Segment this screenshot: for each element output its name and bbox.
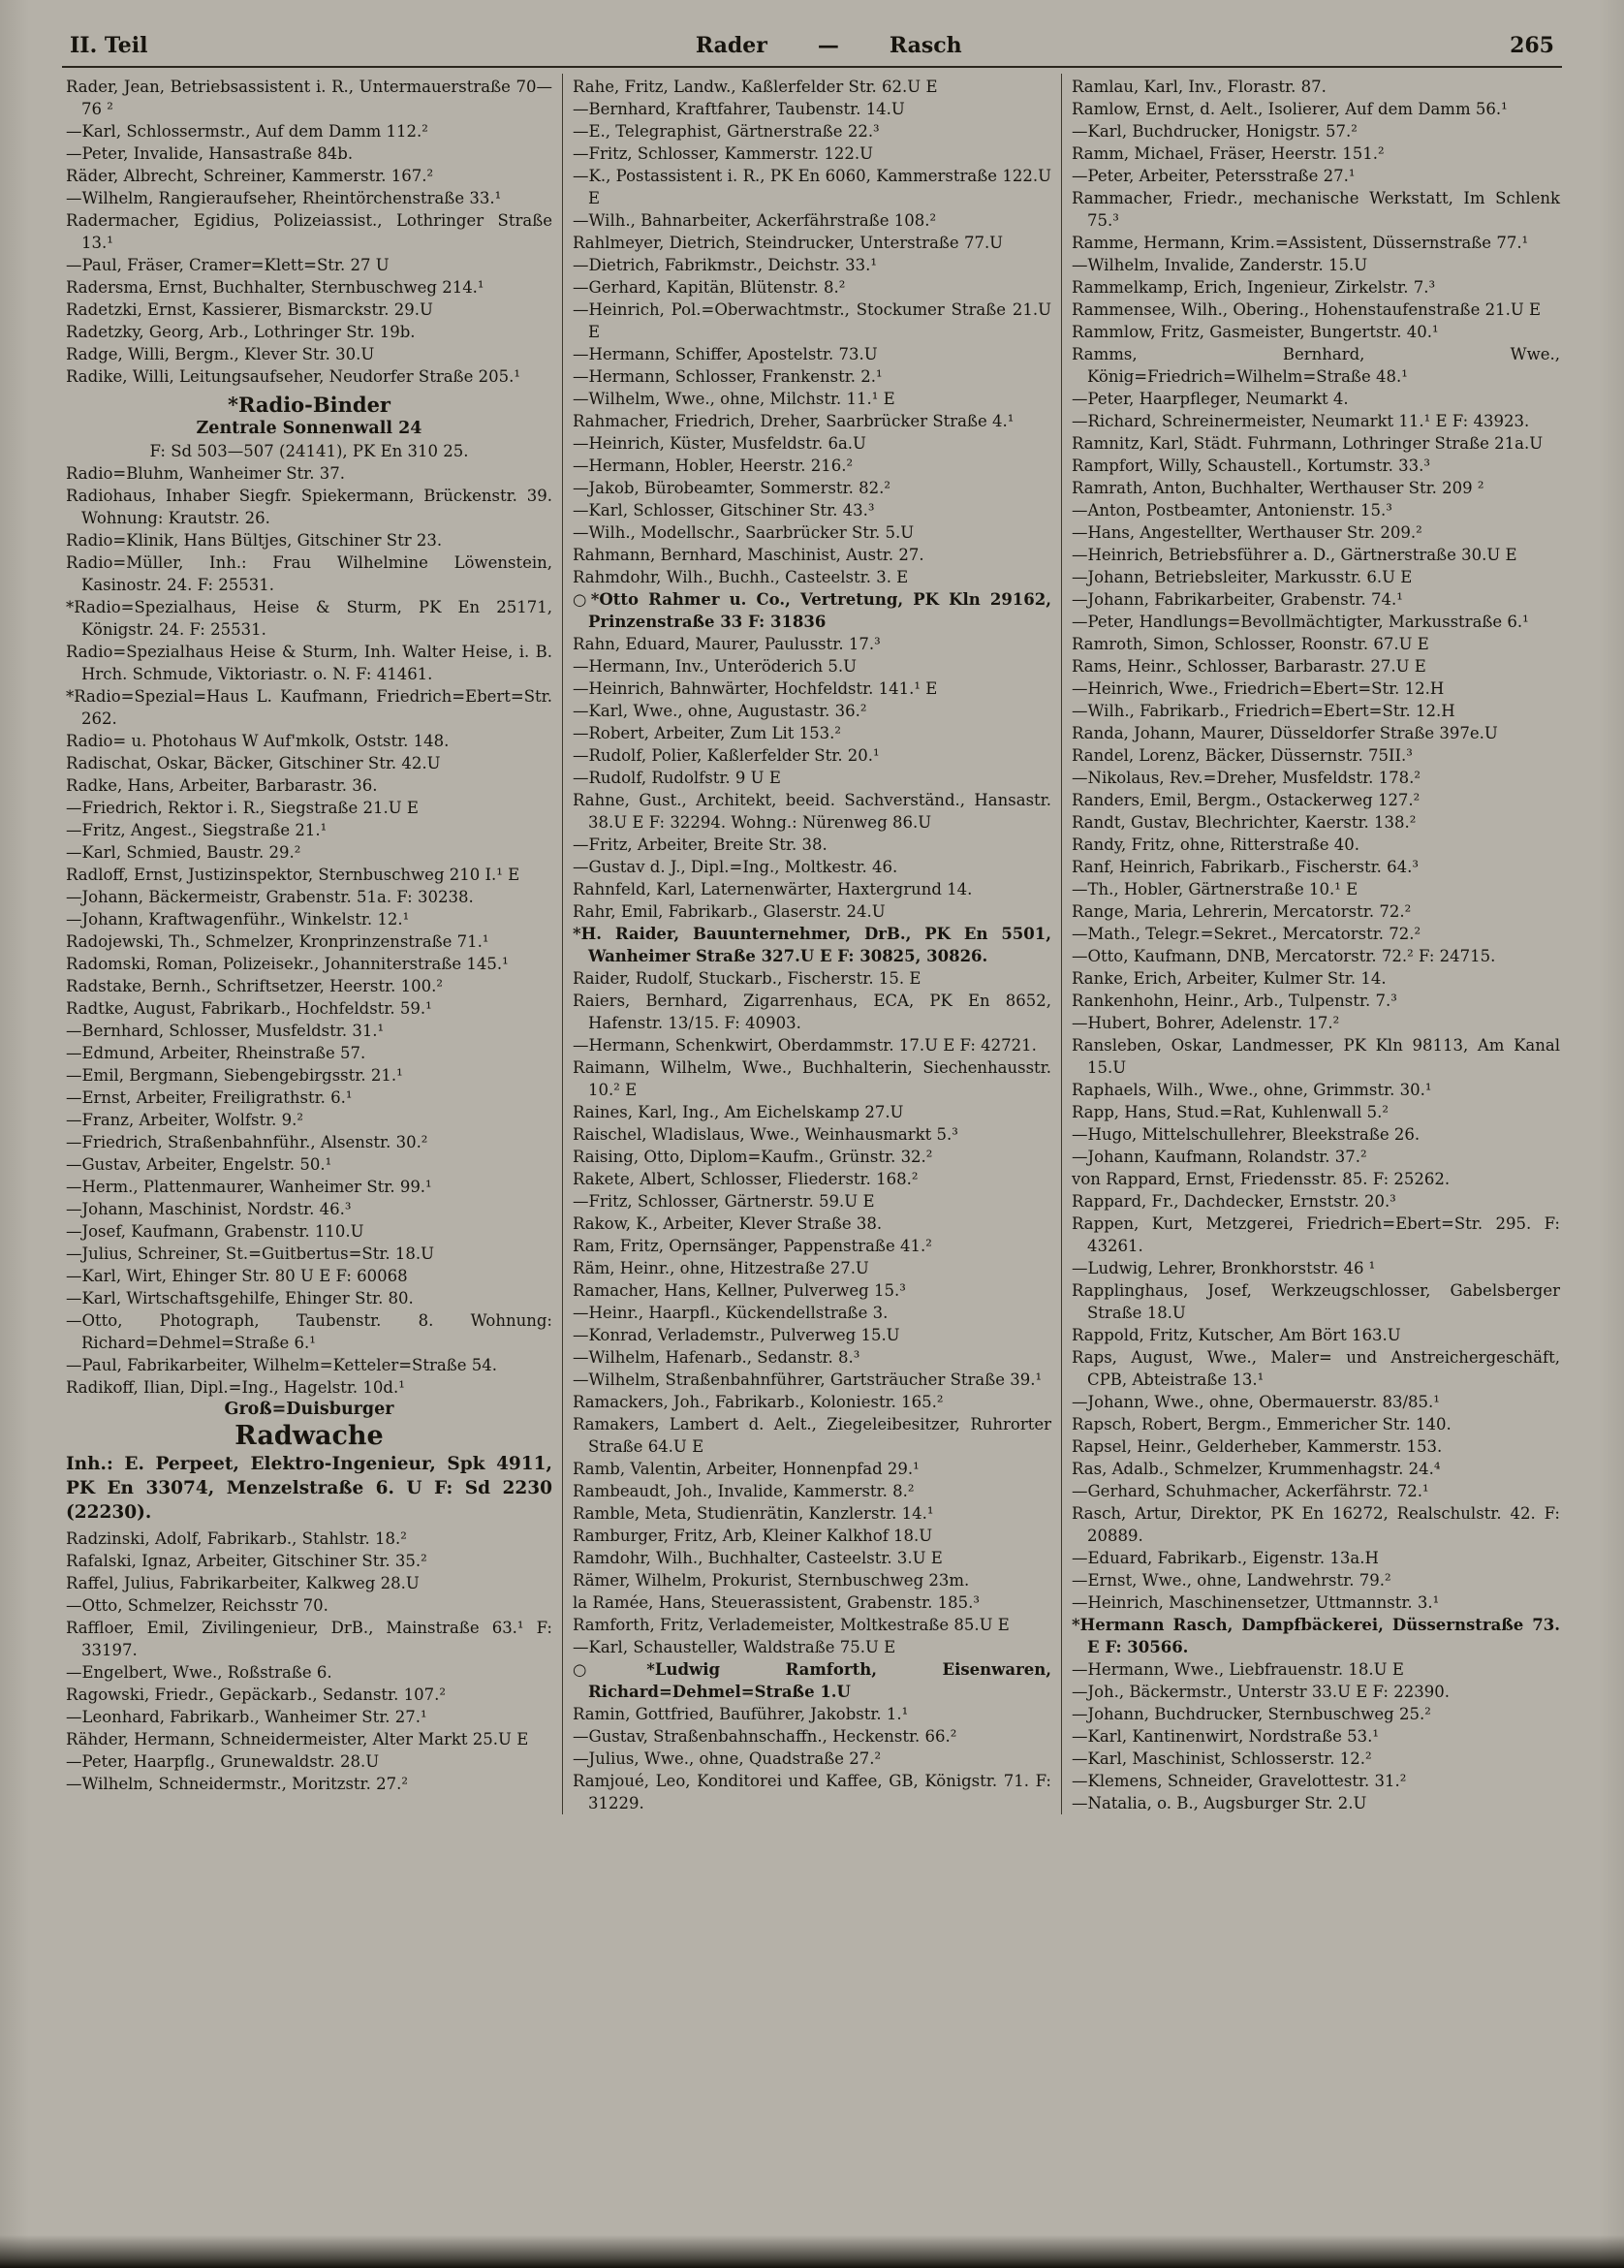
directory-entry: —Robert, Arbeiter, Zum Lit 153.² bbox=[573, 724, 842, 742]
directory-entry: ○*Ludwig Ramforth, Eisenwaren, Richard=Dehmel=Straße 1.U bbox=[573, 1660, 1051, 1701]
directory-entry: Zentrale Sonnenwall 24 bbox=[196, 419, 422, 438]
directory-entry: Radio=Spezialhaus Heise & Sturm, Inh. Walter Heise, i. B. Hrch. Schmude, Viktoriastr. o. N. F: 41461. bbox=[66, 643, 552, 683]
directory-entry: Räm, Heinr., ohne, Hitzestraße 27.U bbox=[573, 1259, 869, 1277]
directory-entry: —Johann, Kraftwagenführ., Winkelstr. 12.¹ bbox=[66, 910, 410, 929]
directory-entry: —Joh., Bäckermstr., Unterstr 33.U E F: 22390. bbox=[1072, 1683, 1450, 1701]
directory-entry: —Heinrich, Wwe., Friedrich=Ebert=Str. 12.H bbox=[1072, 679, 1445, 698]
directory-entry: *Radio=Spezialhaus, Heise & Sturm, PK En 25171, Königstr. 24. F: 25531. bbox=[66, 598, 552, 639]
column-1 bbox=[62, 74, 562, 1814]
directory-entry: *H. Raider, Bauunternehmer, DrB., PK En 5501, Wanheimer Straße 327.U E F: 30825, 30826. bbox=[573, 925, 1051, 965]
directory-entry: Radischat, Oskar, Bäcker, Gitschiner Str. 42.U bbox=[66, 754, 441, 772]
directory-entry: —Hermann, Schenkwirt, Oberdammstr. 17.U E F: 42721. bbox=[573, 1036, 1037, 1055]
directory-entry: Rahnfeld, Karl, Laternenwärter, Haxtergrund 14. bbox=[573, 880, 973, 898]
directory-entry: —Herm., Plattenmaurer, Wanheimer Str. 99.¹ bbox=[66, 1178, 432, 1196]
directory-entry: Ramdohr, Wilh., Buchhalter, Casteelstr. 3.U E bbox=[573, 1549, 943, 1567]
directory-entry: —Johann, Bäckermeistr, Grabenstr. 51a. F: 30238. bbox=[66, 888, 474, 906]
directory-entry: Rakete, Albert, Schlosser, Fliederstr. 168.² bbox=[573, 1170, 919, 1188]
directory-entry: —Karl, Buchdrucker, Honigstr. 57.² bbox=[1072, 122, 1358, 141]
directory-entry: —Wilh., Fabrikarb., Friedrich=Ebert=Str. 12.H bbox=[1072, 702, 1455, 720]
directory-entry: Ramble, Meta, Studienrätin, Kanzlerstr. 14.¹ bbox=[573, 1504, 934, 1523]
directory-entry: Ram, Fritz, Opernsänger, Pappenstraße 41.² bbox=[573, 1237, 932, 1255]
directory-entry: Ramakers, Lambert d. Aelt., Ziegeleibesitzer, Ruhrorter Straße 64.U E bbox=[573, 1415, 1051, 1456]
directory-entry: Ramburger, Fritz, Arb, Kleiner Kalkhof 18.U bbox=[573, 1527, 933, 1545]
directory-entry: —Otto, Schmelzer, Reichsstr 70. bbox=[66, 1596, 328, 1615]
directory-entry: Rampfort, Willy, Schaustell., Kortumstr. 33.³ bbox=[1072, 457, 1430, 475]
directory-entry: —Johann, Kaufmann, Rolandstr. 37.² bbox=[1072, 1148, 1367, 1166]
directory-entry: —Karl, Schausteller, Waldstraße 75.U E bbox=[573, 1638, 896, 1656]
directory-entry: —Emil, Bergmann, Siebengebirgsstr. 21.¹ bbox=[66, 1066, 403, 1085]
directory-entry: Rappen, Kurt, Metzgerei, Friedrich=Ebert=Str. 295. F: 43261. bbox=[1072, 1214, 1560, 1255]
directory-entry: Raines, Karl, Ing., Am Eichelskamp 27.U bbox=[573, 1103, 904, 1121]
directory-entry: Rähder, Hermann, Schneidermeister, Alter Markt 25.U E bbox=[66, 1730, 529, 1748]
directory-entry: —Wilh., Bahnarbeiter, Ackerfährstraße 108.² bbox=[573, 211, 937, 230]
directory-entry: Rapsel, Heinr., Gelderheber, Kammerstr. 153. bbox=[1072, 1437, 1443, 1456]
directory-entry: —Th., Hobler, Gärtnerstraße 10.¹ E bbox=[1072, 880, 1359, 898]
directory-entry: —Nikolaus, Rev.=Dreher, Musfeldstr. 178.² bbox=[1072, 769, 1421, 787]
directory-entry: Radio= u. Photohaus W Auf'mkolk, Oststr. 148. bbox=[66, 732, 450, 750]
directory-entry: Rahn, Eduard, Maurer, Paulusstr. 17.³ bbox=[573, 635, 881, 653]
directory-entry: Rams, Heinr., Schlosser, Barbarastr. 27.U E bbox=[1072, 657, 1426, 676]
directory-entry: Rahne, Gust., Architekt, beeid. Sachverständ., Hansastr. 38.U E F: 32294. Wohng.: Nürenweg 86.U bbox=[573, 791, 1051, 832]
directory-entry: —Paul, Fabrikarbeiter, Wilhelm=Ketteler=Straße 54. bbox=[66, 1356, 497, 1374]
directory-entry: Radke, Hans, Arbeiter, Barbarastr. 36. bbox=[66, 776, 378, 795]
directory-entry: —Edmund, Arbeiter, Rheinstraße 57. bbox=[66, 1044, 366, 1062]
directory-entry: —Karl, Wwe., ohne, Augustastr. 36.² bbox=[573, 702, 867, 720]
column-2 bbox=[562, 74, 1062, 1814]
directory-entry: Radikoff, Ilian, Dipl.=Ing., Hagelstr. 10d.¹ bbox=[66, 1378, 405, 1397]
directory-entry: —Math., Telegr.=Sekret., Mercatorstr. 72.² bbox=[1072, 925, 1421, 943]
directory-entry: Radwache bbox=[234, 1421, 384, 1451]
directory-entry: —Konrad, Verlademstr., Pulverweg 15.U bbox=[573, 1326, 900, 1344]
directory-entry: Rammlow, Fritz, Gasmeister, Bungertstr. 40.¹ bbox=[1072, 323, 1439, 341]
directory-entry: Radio=Müller, Inh.: Frau Wilhelmine Löwenstein, Kasinostr. 24. F: 25531. bbox=[66, 553, 552, 594]
directory-entry: Rahmacher, Friedrich, Dreher, Saarbrücker Straße 4.¹ bbox=[573, 412, 1015, 430]
directory-entry: Rahmdohr, Wilh., Buchh., Casteelstr. 3. E bbox=[573, 568, 909, 586]
directory-entry: Ramackers, Joh., Fabrikarb., Koloniestr. 165.² bbox=[573, 1393, 944, 1411]
directory-entry: Ragowski, Friedr., Gepäckarb., Sedanstr. 107.² bbox=[66, 1685, 446, 1704]
directory-entry: —Hermann, Schlosser, Frankenstr. 2.¹ bbox=[573, 367, 883, 386]
directory-entry: —Ernst, Wwe., ohne, Landwehrstr. 79.² bbox=[1072, 1571, 1391, 1590]
directory-entry: Ramacher, Hans, Kellner, Pulverweg 15.³ bbox=[573, 1281, 906, 1300]
directory-entry: —Heinrich, Küster, Musfeldstr. 6a.U bbox=[573, 434, 866, 453]
directory-entry: —Rudolf, Rudolfstr. 9 U E bbox=[573, 769, 781, 787]
directory-entry: —Fritz, Schlosser, Kammerstr. 122.U bbox=[573, 144, 873, 163]
directory-entry: —Hans, Angestellter, Werthauser Str. 209.² bbox=[1072, 523, 1422, 542]
scan-bottom-shadow bbox=[0, 2235, 1624, 2268]
directory-entry: Randa, Johann, Maurer, Düsseldorfer Straße 397e.U bbox=[1072, 724, 1498, 742]
directory-entry: Rapplinghaus, Josef, Werkzeugschlosser, Gabelsberger Straße 18.U bbox=[1072, 1281, 1560, 1322]
directory-entry: Ramm, Michael, Fräser, Heerstr. 151.² bbox=[1072, 144, 1385, 163]
directory-entry: —Karl, Schmied, Baustr. 29.² bbox=[66, 843, 301, 862]
page-number: 265 bbox=[1510, 33, 1554, 58]
directory-entry: —Heinrich, Pol.=Oberwachtmstr., Stockumer Straße 21.U E bbox=[573, 300, 1051, 341]
directory-entry: Raischel, Wladislaus, Wwe., Weinhausmarkt 5.³ bbox=[573, 1125, 958, 1144]
directory-entry: Rankenhohn, Heinr., Arb., Tulpenstr. 7.³ bbox=[1072, 992, 1397, 1010]
directory-entry: —Wilhelm, Schneidermstr., Moritzstr. 27.² bbox=[66, 1775, 408, 1793]
directory-entry: —Anton, Postbeamter, Antonienstr. 15.³ bbox=[1072, 501, 1392, 520]
directory-entry: Ramforth, Fritz, Verlademeister, Moltkestraße 85.U E bbox=[573, 1616, 1010, 1634]
directory-entry: —Heinrich, Bahnwärter, Hochfeldstr. 141.¹ E bbox=[573, 679, 938, 698]
directory-entry: Ramlow, Ernst, d. Aelt., Isolierer, Auf dem Damm 56.¹ bbox=[1072, 100, 1508, 118]
directory-entry: Rammensee, Wilh., Obering., Hohenstaufenstraße 21.U E bbox=[1072, 300, 1542, 319]
page-title-dash: — bbox=[817, 33, 839, 58]
directory-entry: —Gustav d. J., Dipl.=Ing., Moltkestr. 46. bbox=[573, 858, 898, 876]
directory-entry: —Karl, Kantinenwirt, Nordstraße 53.¹ bbox=[1072, 1727, 1379, 1746]
directory-entry: —Ludwig, Lehrer, Bronkhorststr. 46 ¹ bbox=[1072, 1259, 1376, 1277]
directory-entry: Rapsch, Robert, Bergm., Emmericher Str. 140. bbox=[1072, 1415, 1452, 1433]
directory-entry: —Peter, Haarpfleger, Neumarkt 4. bbox=[1072, 390, 1349, 408]
directory-entry: Raider, Rudolf, Stuckarb., Fischerstr. 15. E bbox=[573, 969, 921, 988]
directory-entry: Raffloer, Emil, Zivilingenieur, DrB., Mainstraße 63.¹ F: 33197. bbox=[66, 1619, 552, 1659]
directory-entry: Ramlau, Karl, Inv., Florastr. 87. bbox=[1072, 78, 1327, 96]
directory-entry: Rahe, Fritz, Landw., Kaßlerfelder Str. 62.U E bbox=[573, 78, 938, 96]
directory-entry: —K., Postassistent i. R., PK En 6060, Kammerstraße 122.U E bbox=[573, 167, 1051, 207]
directory-entry: —Johann, Betriebsleiter, Markusstr. 6.U E bbox=[1072, 568, 1413, 586]
column-3 bbox=[1062, 74, 1562, 1814]
directory-entry: —Peter, Invalide, Hansastraße 84b. bbox=[66, 144, 354, 163]
directory-entry: Radzinski, Adolf, Fabrikarb., Stahlstr. 18.² bbox=[66, 1529, 407, 1548]
directory-entry: —Franz, Arbeiter, Wolfstr. 9.² bbox=[66, 1111, 304, 1129]
directory-entry: —Hugo, Mittelschullehrer, Bleekstraße 26. bbox=[1072, 1125, 1421, 1144]
directory-entry: —Julius, Wwe., ohne, Quadstraße 27.² bbox=[573, 1749, 882, 1768]
directory-entry: *Radio=Spezial=Haus L. Kaufmann, Friedrich=Ebert=Str. 262. bbox=[66, 687, 552, 728]
directory-entry: —Karl, Schlosser, Gitschiner Str. 43.³ bbox=[573, 501, 875, 520]
directory-entry: —Wilhelm, Invalide, Zanderstr. 15.U bbox=[1072, 256, 1368, 274]
directory-entry: Ranke, Erich, Arbeiter, Kulmer Str. 14. bbox=[1072, 969, 1387, 988]
directory-columns bbox=[62, 74, 1562, 1814]
directory-entry: —Hermann, Inv., Unteröderich 5.U bbox=[573, 657, 858, 676]
directory-entry: Rahr, Emil, Fabrikarb., Glaserstr. 24.U bbox=[573, 902, 886, 921]
directory-entry: Rader, Jean, Betriebsassistent i. R., Untermauerstraße 70—76 ² bbox=[66, 78, 552, 118]
directory-entry: Rambeaudt, Joh., Invalide, Kammerstr. 8.² bbox=[573, 1482, 915, 1500]
directory-entry: la Ramée, Hans, Steuerassistent, Grabenstr. 185.³ bbox=[573, 1593, 980, 1612]
directory-entry: Ramroth, Simon, Schlosser, Roonstr. 67.U E bbox=[1072, 635, 1429, 653]
directory-entry: —Fritz, Arbeiter, Breite Str. 38. bbox=[573, 835, 828, 854]
directory-entry: Ramjoué, Leo, Konditorei und Kaffee, GB, Königstr. 71. F: 31229. bbox=[573, 1772, 1051, 1812]
directory-entry: —Wilhelm, Straßenbahnführer, Gartsträucher Straße 39.¹ bbox=[573, 1370, 1043, 1389]
directory-entry: Raphaels, Wilh., Wwe., ohne, Grimmstr. 30.¹ bbox=[1072, 1081, 1432, 1099]
directory-entry: —Hermann, Hobler, Heerstr. 216.² bbox=[573, 457, 854, 475]
directory-entry: *Hermann Rasch, Dampfbäckerei, Düssernstraße 73. E F: 30566. bbox=[1072, 1616, 1560, 1656]
directory-entry: Ramrath, Anton, Buchhalter, Werthauser Str. 209 ² bbox=[1072, 479, 1484, 497]
directory-entry: —E., Telegraphist, Gärtnerstraße 22.³ bbox=[573, 122, 880, 141]
directory-entry: —Paul, Fräser, Cramer=Klett=Str. 27 U bbox=[66, 256, 390, 274]
page-title-right: Rasch bbox=[889, 33, 962, 58]
directory-entry: —Friedrich, Rektor i. R., Siegstraße 21.U E bbox=[66, 799, 419, 817]
directory-entry: *Radio-Binder bbox=[227, 393, 390, 417]
directory-entry: Ramb, Valentin, Arbeiter, Honnenpfad 29.¹ bbox=[573, 1460, 920, 1478]
directory-entry: Radersma, Ernst, Buchhalter, Sternbuschweg 214.¹ bbox=[66, 278, 484, 297]
directory-entry: —Heinrich, Maschinensetzer, Uttmannstr. 3.¹ bbox=[1072, 1593, 1440, 1612]
directory-entry: von Rappard, Ernst, Friedensstr. 85. F: 25262. bbox=[1072, 1170, 1451, 1188]
directory-entry: —Johann, Maschinist, Nordstr. 46.³ bbox=[66, 1200, 352, 1218]
directory-entry: Radge, Willi, Bergm., Klever Str. 30.U bbox=[66, 345, 375, 363]
directory-entry: —Leonhard, Fabrikarb., Wanheimer Str. 27.¹ bbox=[66, 1708, 427, 1726]
directory-entry: —Johann, Wwe., ohne, Obermauerstr. 83/85.¹ bbox=[1072, 1393, 1440, 1411]
directory-entry: —Rudolf, Polier, Kaßlerfelder Str. 20.¹ bbox=[573, 746, 880, 765]
directory-entry: —Karl, Wirtschaftsgehilfe, Ehinger Str. 80. bbox=[66, 1289, 414, 1307]
directory-entry: —Karl, Wirt, Ehinger Str. 80 U E F: 60068 bbox=[66, 1267, 408, 1285]
directory-entry: —Johann, Buchdrucker, Sternbuschweg 25.² bbox=[1072, 1705, 1431, 1723]
directory-entry: —Klemens, Schneider, Gravelottestr. 31.² bbox=[1072, 1772, 1407, 1790]
directory-entry: —Wilhelm, Hafenarb., Sedanstr. 8.³ bbox=[573, 1348, 860, 1367]
page-header bbox=[62, 33, 1562, 68]
directory-entry: —Johann, Fabrikarbeiter, Grabenstr. 74.¹ bbox=[1072, 590, 1403, 609]
directory-entry: Rahlmeyer, Dietrich, Steindrucker, Unterstraße 77.U bbox=[573, 234, 1004, 252]
directory-entry: Rapp, Hans, Stud.=Rat, Kuhlenwall 5.² bbox=[1072, 1103, 1390, 1121]
directory-entry: Radstake, Bernh., Schriftsetzer, Heerstr. 100.² bbox=[66, 977, 443, 995]
directory-entry: —Karl, Maschinist, Schlosserstr. 12.² bbox=[1072, 1749, 1372, 1768]
directory-entry: Range, Maria, Lehrerin, Mercatorstr. 72.² bbox=[1072, 902, 1412, 921]
directory-entry: Radio=Klinik, Hans Bültjes, Gitschiner Str 23. bbox=[66, 531, 443, 550]
directory-entry: Radojewski, Th., Schmelzer, Kronprinzenstraße 71.¹ bbox=[66, 932, 489, 951]
directory-entry: —Bernhard, Kraftfahrer, Taubenstr. 14.U bbox=[573, 100, 905, 118]
page-title-left: Rader bbox=[695, 33, 767, 58]
directory-entry: Radermacher, Egidius, Polizeiassist., Lothringer Straße 13.¹ bbox=[66, 211, 552, 252]
directory-entry: Randy, Fritz, ohne, Ritterstraße 40. bbox=[1072, 835, 1360, 854]
directory-entry: —Otto, Kaufmann, DNB, Mercatorstr. 72.² F: 24715. bbox=[1072, 947, 1496, 965]
directory-entry: —Jakob, Bürobeamter, Sommerstr. 82.² bbox=[573, 479, 890, 497]
directory-entry: Raising, Otto, Diplom=Kaufm., Grünstr. 32.² bbox=[573, 1148, 933, 1166]
directory-entry: Rammelkamp, Erich, Ingenieur, Zirkelstr. 7.³ bbox=[1072, 278, 1436, 297]
directory-entry: —Josef, Kaufmann, Grabenstr. 110.U bbox=[66, 1222, 364, 1241]
directory-entry: —Wilh., Modellschr., Saarbrücker Str. 5.U bbox=[573, 523, 915, 542]
directory-entry: Rammacher, Friedr., mechanische Werkstatt, Im Schlenk 75.³ bbox=[1072, 189, 1560, 230]
directory-entry: Raffel, Julius, Fabrikarbeiter, Kalkweg 28.U bbox=[66, 1574, 420, 1592]
directory-entry: Ransleben, Oskar, Landmesser, PK Kln 98113, Am Kanal 15.U bbox=[1072, 1036, 1560, 1077]
directory-entry: Randers, Emil, Bergm., Ostackerweg 127.² bbox=[1072, 791, 1421, 809]
directory-entry: Ramnitz, Karl, Städt. Fuhrmann, Lothringer Straße 21a.U bbox=[1072, 434, 1544, 453]
directory-entry: Radike, Willi, Leitungsaufseher, Neudorfer Straße 205.¹ bbox=[66, 367, 520, 386]
directory-entry: —Hermann, Wwe., Liebfrauenstr. 18.U E bbox=[1072, 1660, 1404, 1679]
directory-entry: —Wilhelm, Rangieraufseher, Rheintörchenstraße 33.¹ bbox=[66, 189, 502, 207]
section-label: II. Teil bbox=[70, 33, 148, 58]
directory-entry: —Heinrich, Betriebsführer a. D., Gärtnerstraße 30.U E bbox=[1072, 546, 1517, 564]
directory-entry: —Wilhelm, Wwe., ohne, Milchstr. 11.¹ E bbox=[573, 390, 895, 408]
directory-entry: —Dietrich, Fabrikmstr., Deichstr. 33.¹ bbox=[573, 256, 878, 274]
directory-entry: Randt, Gustav, Blechrichter, Kaerstr. 138.² bbox=[1072, 813, 1417, 832]
directory-entry: —Gerhard, Schuhmacher, Ackerfährstr. 72.¹ bbox=[1072, 1482, 1429, 1500]
directory-entry: —Peter, Handlungs=Bevollmächtigter, Markusstraße 6.¹ bbox=[1072, 613, 1529, 631]
directory-entry: Raiers, Bernhard, Zigarrenhaus, ECA, PK En 8652, Hafenstr. 13/15. F: 40903. bbox=[573, 992, 1051, 1032]
directory-entry: —Fritz, Schlosser, Gärtnerstr. 59.U E bbox=[573, 1192, 875, 1211]
directory-entry: —Engelbert, Wwe., Roßstraße 6. bbox=[66, 1663, 332, 1682]
directory-entry: —Hermann, Schiffer, Apostelstr. 73.U bbox=[573, 345, 878, 363]
directory-entry: —Richard, Schreinermeister, Neumarkt 11.¹ E F: 43923. bbox=[1072, 412, 1530, 430]
directory-entry: Rappard, Fr., Dachdecker, Ernststr. 20.³ bbox=[1072, 1192, 1396, 1211]
directory-entry: —Bernhard, Schlosser, Musfeldstr. 31.¹ bbox=[66, 1022, 385, 1040]
directory-entry: F: Sd 503—507 (24141), PK En 310 25. bbox=[149, 442, 469, 460]
directory-entry: Rafalski, Ignaz, Arbeiter, Gitschiner Str. 35.² bbox=[66, 1552, 427, 1570]
directory-entry: Radetzky, Georg, Arb., Lothringer Str. 19b. bbox=[66, 323, 416, 341]
directory-entry: Ramin, Gottfried, Bauführer, Jakobstr. 1.¹ bbox=[573, 1705, 909, 1723]
directory-entry: —Heinr., Haarpfl., Kückendellstraße 3. bbox=[573, 1304, 889, 1322]
page-title bbox=[671, 33, 987, 58]
directory-entry: —Hubert, Bohrer, Adelenstr. 17.² bbox=[1072, 1014, 1340, 1032]
directory-entry: Ranf, Heinrich, Fabrikarb., Fischerstr. 64.³ bbox=[1072, 858, 1419, 876]
directory-entry: —Gustav, Arbeiter, Engelstr. 50.¹ bbox=[66, 1155, 332, 1174]
directory-entry: Radomski, Roman, Polizeisekr., Johanniterstraße 145.¹ bbox=[66, 955, 509, 973]
directory-entry: Radtke, August, Fabrikarb., Hochfeldstr. 59.¹ bbox=[66, 999, 432, 1018]
directory-entry: Räder, Albrecht, Schreiner, Kammerstr. 167.² bbox=[66, 167, 434, 185]
directory-entry: —Karl, Schlossermstr., Auf dem Damm 112.² bbox=[66, 122, 428, 141]
directory-entry: Groß=Duisburger bbox=[224, 1400, 394, 1419]
directory-entry: Rasch, Artur, Direktor, PK En 16272, Realschulstr. 42. F: 20889. bbox=[1072, 1504, 1560, 1545]
directory-entry: Inh.: E. Perpeet, Elektro-Ingenieur, Spk 4911, PK En 33074, Menzelstraße 6. U F: Sd 2230 (22230). bbox=[66, 1454, 552, 1523]
directory-entry: —Ernst, Arbeiter, Freiligrathstr. 6.¹ bbox=[66, 1088, 353, 1107]
directory-entry: —Eduard, Fabrikarb., Eigenstr. 13a.H bbox=[1072, 1549, 1379, 1567]
directory-entry: —Friedrich, Straßenbahnführ., Alsenstr. 30.² bbox=[66, 1133, 428, 1151]
directory-entry: Radloff, Ernst, Justizinspektor, Sternbuschweg 210 I.¹ E bbox=[66, 866, 520, 884]
directory-entry: Ramms, Bernhard, Wwe., König=Friedrich=Wilhelm=Straße 48.¹ bbox=[1072, 345, 1560, 386]
page-content bbox=[62, 33, 1562, 1814]
directory-entry: Ramme, Hermann, Krim.=Assistent, Düssernstraße 77.¹ bbox=[1072, 234, 1529, 252]
directory-entry: Ras, Adalb., Schmelzer, Krummenhagstr. 24.⁴ bbox=[1072, 1460, 1441, 1478]
directory-entry: Rappold, Fritz, Kutscher, Am Bört 163.U bbox=[1072, 1326, 1401, 1344]
directory-entry: ○*Otto Rahmer u. Co., Vertretung, PK Kln 29162, Prinzenstraße 33 F: 31836 bbox=[573, 590, 1051, 631]
directory-entry: —Natalia, o. B., Augsburger Str. 2.U bbox=[1072, 1794, 1367, 1812]
directory-entry: —Peter, Haarpflg., Grunewaldstr. 28.U bbox=[66, 1752, 380, 1771]
directory-entry: Randel, Lorenz, Bäcker, Düssernstr. 75II.³ bbox=[1072, 746, 1413, 765]
directory-entry: —Peter, Arbeiter, Petersstraße 27.¹ bbox=[1072, 167, 1356, 185]
directory-entry: Raps, August, Wwe., Maler= und Anstreichergeschäft, CPB, Abteistraße 13.¹ bbox=[1072, 1348, 1560, 1389]
directory-entry: —Otto, Photograph, Taubenstr. 8. Wohnung: Richard=Dehmel=Straße 6.¹ bbox=[66, 1311, 552, 1352]
directory-entry: Rahmann, Bernhard, Maschinist, Austr. 27. bbox=[573, 546, 924, 564]
directory-entry: —Julius, Schreiner, St.=Guitbertus=Str. 18.U bbox=[66, 1244, 435, 1263]
directory-entry: Rakow, K., Arbeiter, Klever Straße 38. bbox=[573, 1214, 883, 1233]
directory-entry: Rämer, Wilhelm, Prokurist, Sternbuschweg 23m. bbox=[573, 1571, 970, 1590]
directory-entry: —Gerhard, Kapitän, Blütenstr. 8.² bbox=[573, 278, 846, 297]
directory-entry: Radiohaus, Inhaber Siegfr. Spiekermann, Brückenstr. 39. Wohnung: Krautstr. 26. bbox=[66, 487, 552, 527]
directory-entry: —Fritz, Angest., Siegstraße 21.¹ bbox=[66, 821, 328, 839]
directory-entry: Radetzki, Ernst, Kassierer, Bismarckstr. 29.U bbox=[66, 300, 433, 319]
directory-entry: Raimann, Wilhelm, Wwe., Buchhalterin, Siechenhausstr. 10.² E bbox=[573, 1058, 1051, 1099]
directory-entry: Radio=Bluhm, Wanheimer Str. 37. bbox=[66, 464, 345, 483]
directory-entry: —Gustav, Straßenbahnschaffn., Heckenstr. 66.² bbox=[573, 1727, 957, 1746]
